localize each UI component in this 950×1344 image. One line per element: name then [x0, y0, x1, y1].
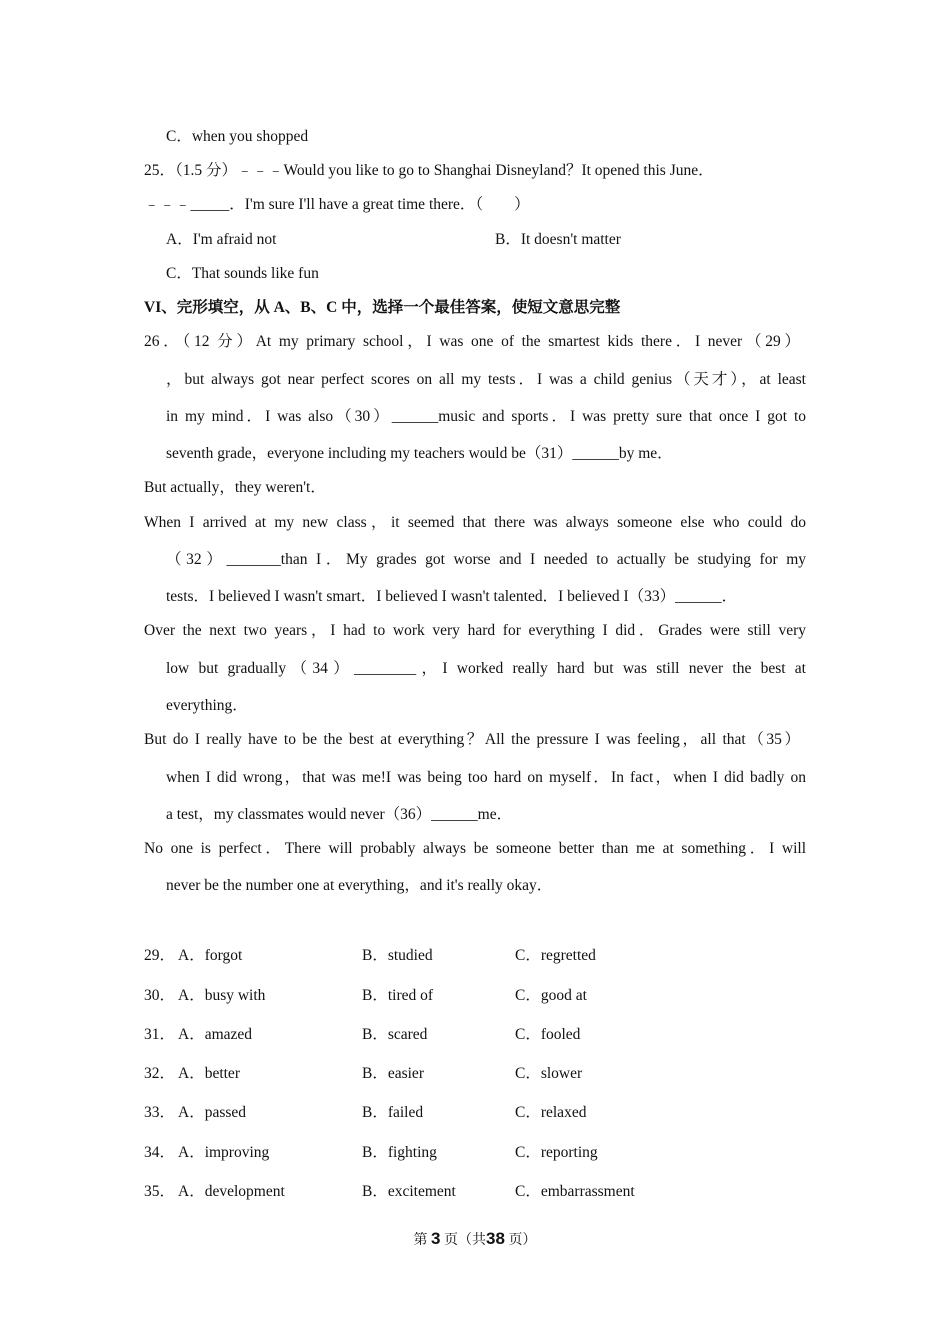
option-c: C．fooled	[515, 1026, 581, 1043]
question-number: 32．	[144, 1065, 176, 1082]
option-b: B．scared	[362, 1026, 428, 1043]
current-page-number: 3	[431, 1229, 441, 1248]
option-c: C．regretted	[515, 947, 596, 964]
passage-line: Over the next two years，I had to work very hard for everything I did．Grades were still very	[144, 622, 806, 639]
passage-line: never be the number one at everything，and it's really okay．	[166, 877, 553, 894]
section-heading: VI、完形填空，从 A、B、C 中，选择一个最佳答案，使短文意思完整	[144, 299, 621, 316]
option-a: A．development	[178, 1183, 285, 1200]
passage-line: in my mind．I was also（30）______music and sports．I was pretty sure that once I got to	[166, 408, 806, 425]
q25-option-b: B．It doesn't matter	[495, 231, 621, 248]
option-c: C．slower	[515, 1065, 583, 1082]
total-page-count: 38	[486, 1229, 505, 1248]
option-a: A．better	[178, 1065, 240, 1082]
passage-line: tests．I believed I wasn't smart．I believed I wasn't talented．I believed I（33）______．	[166, 588, 738, 605]
option-b: B．tired of	[362, 987, 434, 1004]
passage-line: when I did wrong，that was me!I was being too hard on myself．In fact，when I did badly on	[166, 769, 806, 786]
option-b: B．studied	[362, 947, 433, 964]
passage-line: seventh grade，everyone including my teachers would be（31）______by me．	[166, 445, 673, 462]
footer-suffix: 页）	[508, 1233, 537, 1248]
passage-line: （32）_______than I．My grades got worse and I needed to actually be studying for my	[166, 551, 806, 568]
footer-prefix: 第	[413, 1233, 428, 1248]
option-b: B．easier	[362, 1065, 424, 1082]
passage-line: No one is perfect．There will probably always be someone better than me at something．I will	[144, 840, 806, 857]
question-number: 35．	[144, 1183, 176, 1200]
option-b: B．failed	[362, 1104, 424, 1121]
question-number: 29．	[144, 947, 176, 964]
passage-line: a test，my classmates would never（36）______me．	[166, 806, 513, 823]
page-footer	[0, 1229, 950, 1251]
question-number: 33．	[144, 1104, 176, 1121]
option-a: A．busy with	[178, 987, 266, 1004]
option-a: A．improving	[178, 1144, 270, 1161]
option-b: B．fighting	[362, 1144, 437, 1161]
option-a: A．amazed	[178, 1026, 253, 1043]
passage-line: everything．	[166, 697, 248, 714]
q25-stem-line1: 25．（1.5 分）﹣﹣﹣Would you like to go to Shanghai Disneyland？It opened this June．	[144, 162, 714, 179]
option-b: B．excitement	[362, 1183, 456, 1200]
question-number: 34．	[144, 1144, 176, 1161]
passage-line: low but gradually（34）________，I worked really hard but was still never the best at	[166, 660, 806, 677]
option-c: C．good at	[515, 987, 587, 1004]
passage-line: But actually，they weren't．	[144, 479, 326, 496]
q24-option-c: C．when you shopped	[166, 128, 309, 145]
option-c: C．embarrassment	[515, 1183, 635, 1200]
q25-option-a: A．I'm afraid not	[166, 231, 277, 248]
question-number: 30．	[144, 987, 176, 1004]
passage-line: 26．（12 分）At my primary school，I was one of the smartest kids there．I never（29）	[144, 333, 800, 350]
option-a: A．passed	[178, 1104, 247, 1121]
q25-stem-line2: ﹣﹣﹣_____．I'm sure I'll have a great time there．（ ）	[144, 196, 530, 213]
passage-line: But do I really have to be the best at everything？All the pressure I was feeling，all that（35）	[144, 731, 800, 748]
q25-option-c: C．That sounds like fun	[166, 265, 319, 282]
question-number: 31．	[144, 1026, 176, 1043]
option-a: A．forgot	[178, 947, 243, 964]
footer-middle: 页（共	[444, 1233, 487, 1248]
option-c: C．reporting	[515, 1144, 598, 1161]
passage-line: ，but always got near perfect scores on all my tests．I was a child genius（天才），at least	[166, 371, 806, 388]
passage-line: When I arrived at my new class，it seemed that there was always someone else who could do	[144, 514, 806, 531]
option-c: C．relaxed	[515, 1104, 587, 1121]
